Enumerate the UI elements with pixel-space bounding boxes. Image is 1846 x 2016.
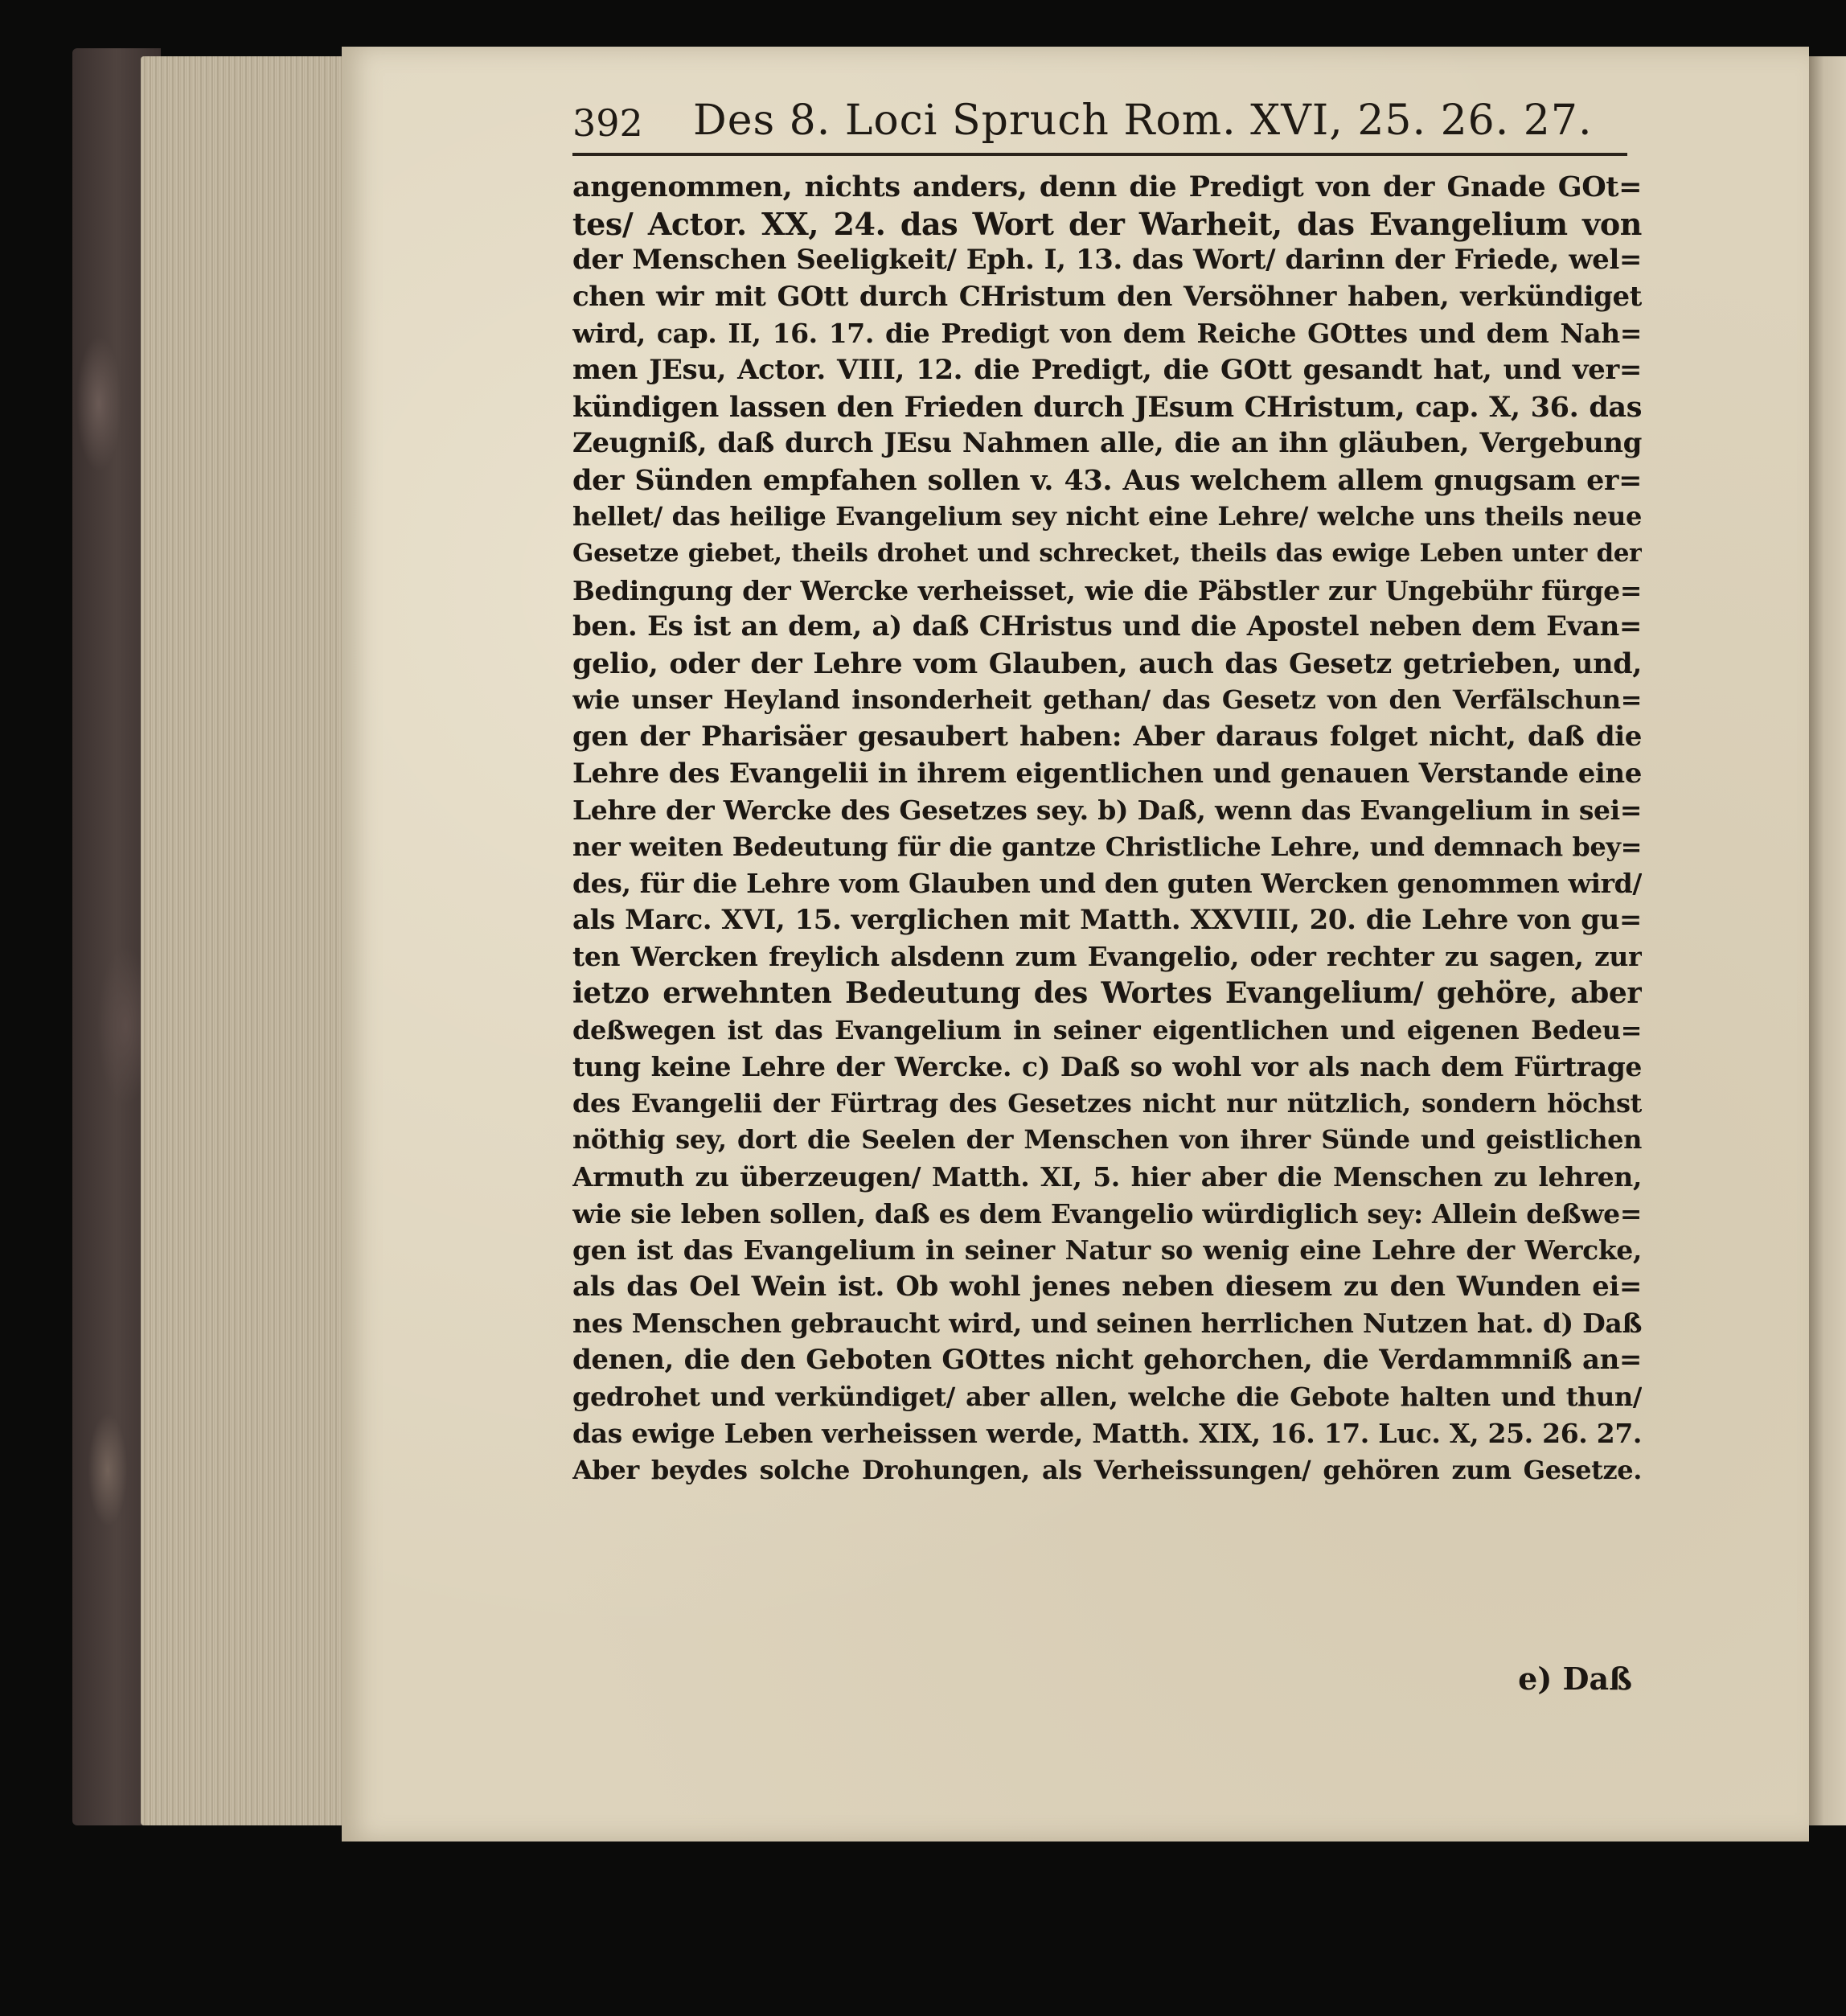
text-line: tung keine Lehre der Wercke. c) Daß so wohl vor als nach dem Fürtrage: [572, 1051, 1642, 1083]
text-line: men JEsu, Actor. VIII, 12. die Predigt, die GOtt gesandt hat, und ver=: [572, 353, 1642, 386]
header-rule: [572, 153, 1627, 156]
text-line: hellet/ das heilige Evangelium sey nicht eine Lehre/ welche uns theils neue: [572, 501, 1642, 532]
text-line: wie sie leben sollen, daß es dem Evangelio würdiglich sey: Allein deßwe=: [572, 1197, 1642, 1230]
page-edges: [141, 56, 342, 1825]
text-line: tes/ Actor. XX, 24. das Wort der Warheit, das Evangelium von: [572, 205, 1642, 242]
text-line: Gesetze giebet, theils drohet und schrecket, theils das ewige Leben unter der: [572, 538, 1642, 568]
text-line: ten Wercken freylich alsdenn zum Evangelio, oder rechter zu sagen, zur: [572, 941, 1642, 973]
text-line: Aber beydes solche Drohungen, als Verheissungen/ gehören zum Gesetze.: [572, 1454, 1642, 1485]
page-number: 392: [572, 101, 643, 145]
text-line: kündigen lassen den Frieden durch JEsum CHristum, cap. X, 36. das: [572, 390, 1642, 424]
text-line: Zeugniß, daß durch JEsu Nahmen alle, die an ihn gläuben, Vergebung: [572, 427, 1642, 460]
text-line: des, für die Lehre vom Glauben und den guten Wercken genommen wird/: [572, 868, 1642, 900]
page-header: [572, 95, 1627, 151]
text-line: wie unser Heyland insonderheit gethan/ das Gesetz von den Verfälschun=: [572, 684, 1642, 716]
text-line: ner weiten Bedeutung für die gantze Christliche Lehre, und demnach bey=: [572, 831, 1642, 862]
text-line: des Evangelii der Fürtrag des Gesetzes nicht nur nützlich, sondern höchst: [572, 1087, 1642, 1119]
text-line: chen wir mit GOtt durch CHristum den Versöhner haben, verkündiget: [572, 280, 1642, 313]
text-line: als Marc. XVI, 15. verglichen mit Matth. XXVIII, 20. die Lehre von gu=: [572, 903, 1642, 936]
text-line: als das Oel Wein ist. Ob wohl jenes neben diesem zu den Wunden ei=: [572, 1270, 1642, 1303]
text-line: der Menschen Seeligkeit/ Eph. I, 13. das Wort/ darinn der Friede, wel=: [572, 244, 1642, 277]
text-line: deßwegen ist das Evangelium in seiner eigentlichen und eigenen Bedeu=: [572, 1014, 1642, 1045]
text-line: gen ist das Evangelium in seiner Natur so wenig eine Lehre der Wercke,: [572, 1234, 1642, 1267]
text-line: gelio, oder der Lehre vom Glauben, auch das Gesetz getrieben, und,: [572, 647, 1642, 680]
facing-page-edge: [1809, 56, 1846, 1825]
body-text: [572, 169, 1642, 1488]
text-line: gen der Pharisäer gesaubert haben: Aber daraus folget nicht, daß die: [572, 720, 1642, 753]
running-head: Des 8. Loci Spruch Rom. XVI, 25. 26. 27.: [693, 96, 1593, 145]
text-line: denen, die den Geboten GOttes nicht gehorchen, die Verdammniß an=: [572, 1344, 1642, 1376]
text-line: Lehre der Wercke des Gesetzes sey. b) Daß, wenn das Evangelium in sei=: [572, 794, 1642, 827]
text-line: wird, cap. II, 16. 17. die Predigt von dem Reiche GOttes und dem Nah=: [572, 318, 1642, 350]
text-line: das ewige Leben verheissen werde, Matth. XIX, 16. 17. Luc. X, 25. 26. 27.: [572, 1418, 1642, 1450]
text-line: Lehre des Evangelii in ihrem eigentlichen und genauen Verstande eine: [572, 757, 1642, 790]
text-line: gedrohet und verkündiget/ aber allen, welche die Gebote halten und thun/: [572, 1381, 1642, 1412]
text-line: nöthig sey, dort die Seelen der Menschen von ihrer Sünde und geistlichen: [572, 1124, 1642, 1156]
text-line: Bedingung der Wercke verheisset, wie die Päbstler zur Ungebühr fürge=: [572, 574, 1642, 606]
text-line: Armuth zu überzeugen/ Matth. XI, 5. hier aber die Menschen zu lehren,: [572, 1161, 1642, 1193]
catchword: e) Daß: [1518, 1661, 1632, 1697]
text-line: nes Menschen gebraucht wird, und seinen herrlichen Nutzen hat. d) Daß: [572, 1308, 1642, 1340]
text-line: der Sünden empfahen sollen v. 43. Aus welchem allem gnugsam er=: [572, 463, 1642, 497]
text-line: angenommen, nichts anders, denn die Predigt von der Gnade GOt=: [572, 170, 1642, 203]
text-line: ietzo erwehnten Bedeutung des Wortes Evangelium/ gehöre, aber: [572, 976, 1642, 1011]
text-line: ben. Es ist an dem, a) daß CHristus und die Apostel neben dem Evan=: [572, 610, 1642, 643]
